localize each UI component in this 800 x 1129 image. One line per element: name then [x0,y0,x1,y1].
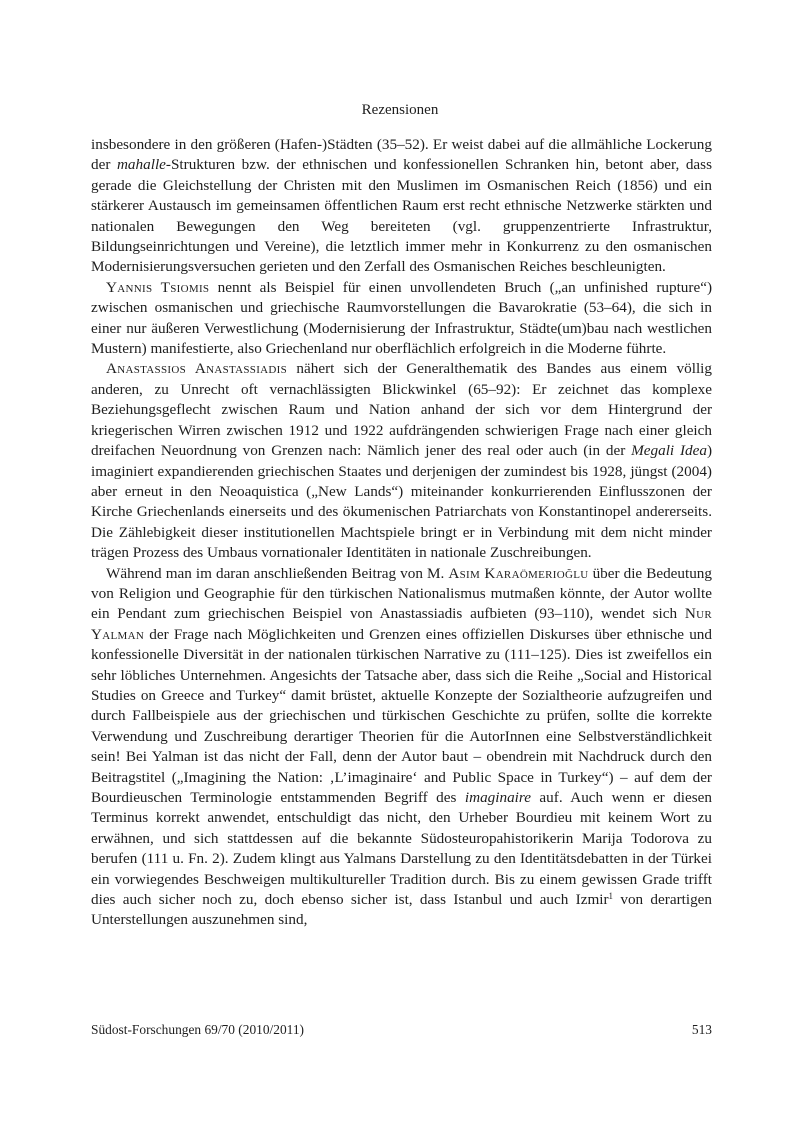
italic-term: Megali Idea [631,442,707,460]
author-name: Nur Yalman [91,605,712,643]
text-run: -Strukturen bzw. der ethnischen und konfessionellen Schranken hin, betont aber, dass gerade die Gleichstellung der Christen mit den Muslimen im Osmanischen Reich (1856) und ein stärkerer Austausch im gemeinsamen öffentlichen Raum erst recht ethnische Netzwerke stärkten und nationalen Bewegungen den Weg bereiteten (vgl. gruppenzentrierte Infrastruktur, Bildungseinrichtungen und Vereine), die letztlich immer mehr in Konkurrenz zu den osmanischen Modernisierungsversuchen gerieten und den Zerfall des Osmanischen Reiches beschleunigten. [91,156,712,276]
running-header: Rezensionen [361,102,439,118]
text-run: über die Bedeutung von Religion und Geographie für den türkischen Nationalismus mutmaßen könnte, der Autor wollte ein Pendant zum griechischen Beispiel von Anastassiadis aufbieten (93–110), wendet sich [91,564,712,623]
author-name: Asım Karaömerioğlu [448,564,589,582]
journal-citation: Südost-Forschungen 69/70 (2010/2011) [91,1022,305,1037]
text-run: von derartigen Unterstellungen auszunehmen sind, [91,891,712,929]
italic-term: imaginaire [464,789,531,806]
text-run: auf. Auch wenn er diesen Terminus korrekt anwendet, entschuldigt das nicht, den Urheber Bourdieu mit keinem Wort zu erwähnen, und sich stattdessen auf die bekannte Südosteuropahistorikerin Marija Todorova zu berufen (111 u. Fn. 2). Zudem klingt aus Yalmans Darstellung zu den Identitätsdebatten in der Türkei ein vorwiegendes Beschweigen multikultureller Tradition durch. Bis zu einem gewissen Grade trifft dies auch sicher noch zu, doch ebenso sicher ist, dass Istanbul und auch Izmir [91,789,712,909]
author-name: Anastassios Anastassiadis [106,360,288,378]
text-run: der Frage nach Möglichkeiten und Grenzen eines offiziellen Diskurses über ethnische und konfessionelle Diversität in der nationalen türkischen Narrative zu (111–125). Dies ist zweifellos ein sehr löbliches Unternehmen. Angesichts der Tatsache aber, dass sich die Reihe „Social and Historical Studies on Greece and Turkey“ damit brüstet, aktuelle Konzepte der Sozialtheorie aufzugreifen und durch Fallbeispiele aus der griechischen und türkischen Geschichte zu prüfen, sollte die korrekte Verwendung und Zuschreibung derartiger Theorien für die AutorInnen eine Selbstverständlichkeit sein! Bei Yalman ist das nicht der Fall, denn der Autor baut – obendrein mit Nachdruck durch den Beitragstitel („Imagining the Nation: ‚L’imaginaire‘ and Public Space in Turkey“) – auf dem der Bourdieuschen Terminologie entstammenden Begriff des [91,625,712,806]
paragraph-3 [91,359,712,563]
paragraph-1 [91,135,712,278]
paragraph-4 [91,564,712,931]
text-run: ) imaginiert expandierenden griechischen Staates und derjenigen der zumindest bis 1928, jüngst (2004) aber erneut in den Neoaquistica („New Lands“) miteinander konkurrierenden Einflusszonen der Kirche Griechenlands einerseits und des ökumenischen Patriarchats von Konstantinopel andererseits. Die Zählebigkeit dieser institutionellen Machtspiele bringt er in Verbindung mit dem nicht minder trägen Prozess des Umbaus vornationaler Identitäten in nationale Zuschreibungen. [91,442,712,562]
text-run: nennt als Beispiel für einen unvollendeten Bruch („an unfinished rupture“) zwischen osmanischen und griechische Raumvorstellungen die Bavarokratie (53–64), die sich in einer nur äußeren Verwestlichung (Modernisierung der Infrastruktur, Städte(um)bau nach westlichen Mustern) manifestierte, also Griechenland nur oberflächlich erfolgreich in die Moderne führte. [91,278,713,358]
italic-term: mahalle [116,156,166,174]
text-run: nähert sich der Generalthematik des Bandes aus einem völlig anderen, zu Unrecht oft vernachlässigten Blickwinkel (65–92): Er zeichnet das komplexe Beziehungsgeflecht zwischen Raum und Nation anhand der sich vor dem Hintergrund der kriegerischen Wirren zwischen 1912 und 1922 aufdrängenden schwierigen Frage nach einer gleich dreifachen Neuordnung von Grenzen nach: Nämlich jener des real oder auch (in der [91,360,712,460]
author-name: Yannis Tsiomis [106,278,210,296]
text-run: Während man im daran anschließenden Beitrag von M. [106,564,449,582]
text-run: insbesondere in den größeren (Hafen-)Städten (35–52). Er weist dabei auf die allmähliche Lockerung der [91,136,712,174]
paragraph-2 [91,278,712,360]
footnote-marker: 1 [608,891,614,902]
review-body [91,135,712,931]
page-number: 513 [691,1022,712,1037]
